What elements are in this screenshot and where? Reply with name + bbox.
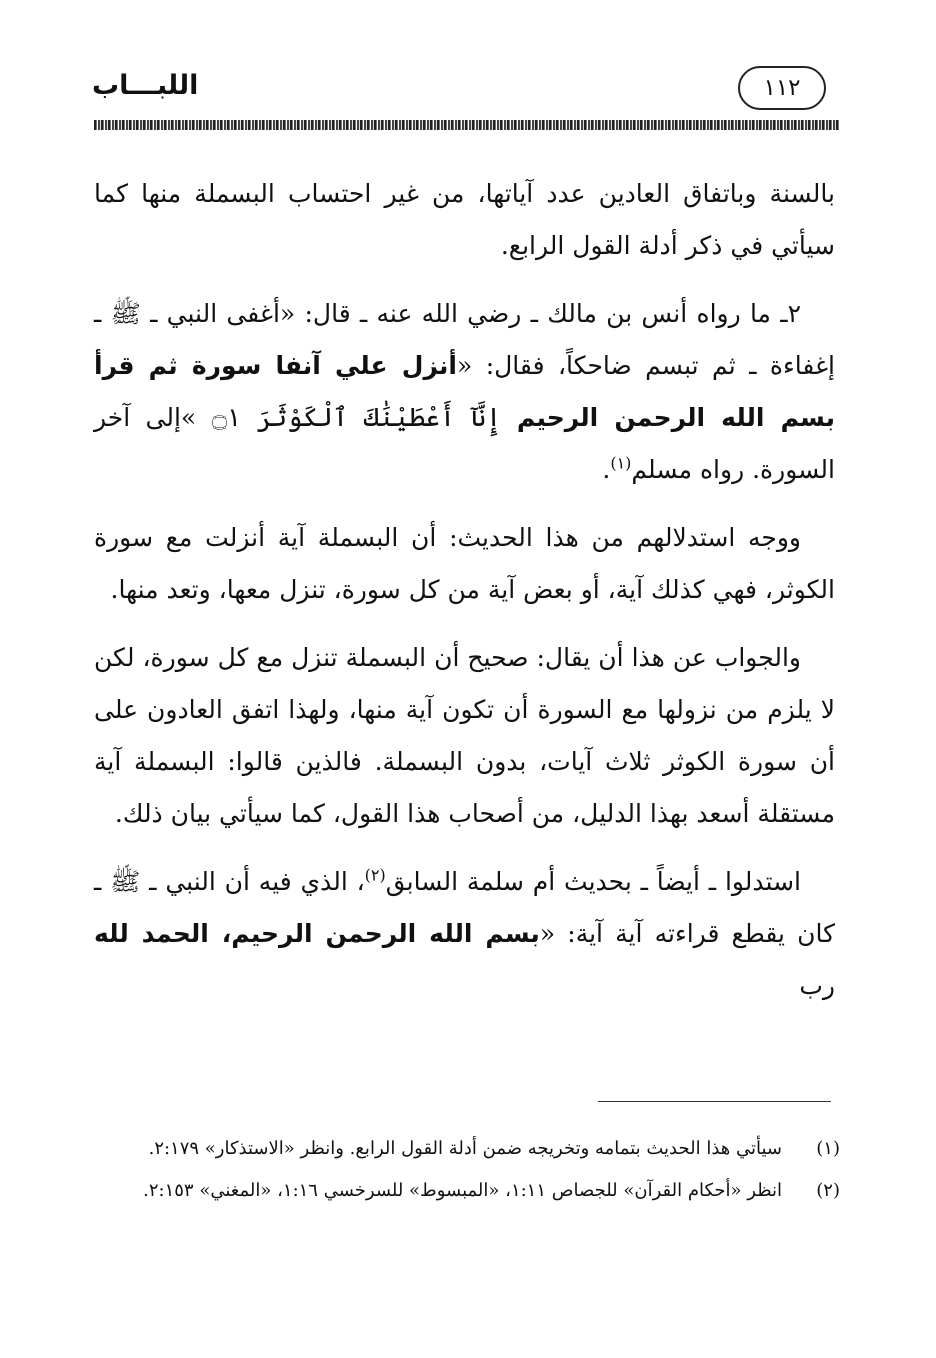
- paragraph-5-middle: ، الذي فيه أن النبي ـ ﷺ ـ كان يقطع قراءته آية آية: «: [94, 867, 835, 948]
- footnote-number: (٢): [816, 1180, 840, 1201]
- quran-verse: إِنَّآ أَعْطَيْنَٰكَ ٱلْكَوْثَرَ ۝١: [196, 403, 517, 433]
- paragraph-5-intro: استدلوا ـ أيضاً ـ بحديث أم سلمة السابق: [385, 867, 801, 896]
- footnote-2: [94, 1176, 840, 1206]
- paragraph-1: بالسنة وباتفاق العادين عدد آياتها، من غير احتساب البسملة منها كما سيأتي في ذكر أدلة القول الرابع.: [94, 179, 835, 260]
- paragraph-5-end: رب: [799, 971, 835, 1000]
- footnote-1: [94, 1134, 840, 1164]
- page-header: [92, 64, 840, 116]
- header-rule: [94, 120, 840, 130]
- paragraph-4: والجواب عن هذا أن يقال: صحيح أن البسملة تنزل مع كل سورة، لكن لا يلزم من نزولها مع السورة أن تكون آية منها، ولهذا اتفق العادون على أن سورة الكوثر ثلاث آيات، بدون البسملة. فالذين قالوا: البسملة آية مستقلة أسعد بهذا الدليل، من أصحاب هذا القول، كما سيأتي بيان ذلك.: [94, 643, 835, 828]
- hadith-ending: »إلى آخر السورة. رواه مسلم: [94, 403, 835, 484]
- footnote-text: سيأتي هذا الحديث بتمامه وتخريجه ضمن أدلة القول الرابع. وانظر «الاستذكار» ٢:١٧٩.: [148, 1138, 782, 1159]
- paragraph-5: [94, 856, 835, 1012]
- book-title: اللبـــاب: [92, 70, 199, 101]
- footnote-ref-1[interactable]: (١): [610, 453, 632, 473]
- footnote-separator: [598, 1101, 831, 1102]
- footnote-text: انظر «أحكام القرآن» للجصاص ١:١١، «المبسوط» للسرخسي ١:١٦، «المغني» ٢:١٥٣.: [143, 1180, 782, 1201]
- footnote-number: (١): [816, 1138, 840, 1159]
- footnote-ref-2[interactable]: (٢): [364, 865, 386, 885]
- page-number: ١١٢: [738, 66, 826, 110]
- hadith-intro: ٢ـ ما رواه أنس بن مالك ـ رضي الله عنه ـ قال: «أغفى النبي ـ ﷺ ـ إغفاءة ـ ثم تبسم ضاحكاً، فقال: «: [94, 299, 835, 380]
- paragraph-2: [94, 288, 835, 496]
- sentence-end: .: [602, 455, 611, 484]
- hadith-bold-text: أنزل علي آنفا سورة ثم قرأ بسم الله الرحمن الرحيم: [94, 351, 836, 432]
- main-text: [94, 168, 835, 1012]
- footnotes: [94, 1134, 840, 1218]
- paragraph-3: ووجه استدلالهم من هذا الحديث: أن البسملة آية أنزلت مع سورة الكوثر، فهي كذلك آية، أو بعض آية من كل سورة، تنزل معها، وتعد منها.: [94, 523, 835, 604]
- basmala-bold-text: بسم الله الرحمن الرحيم، الحمد لله: [94, 919, 540, 948]
